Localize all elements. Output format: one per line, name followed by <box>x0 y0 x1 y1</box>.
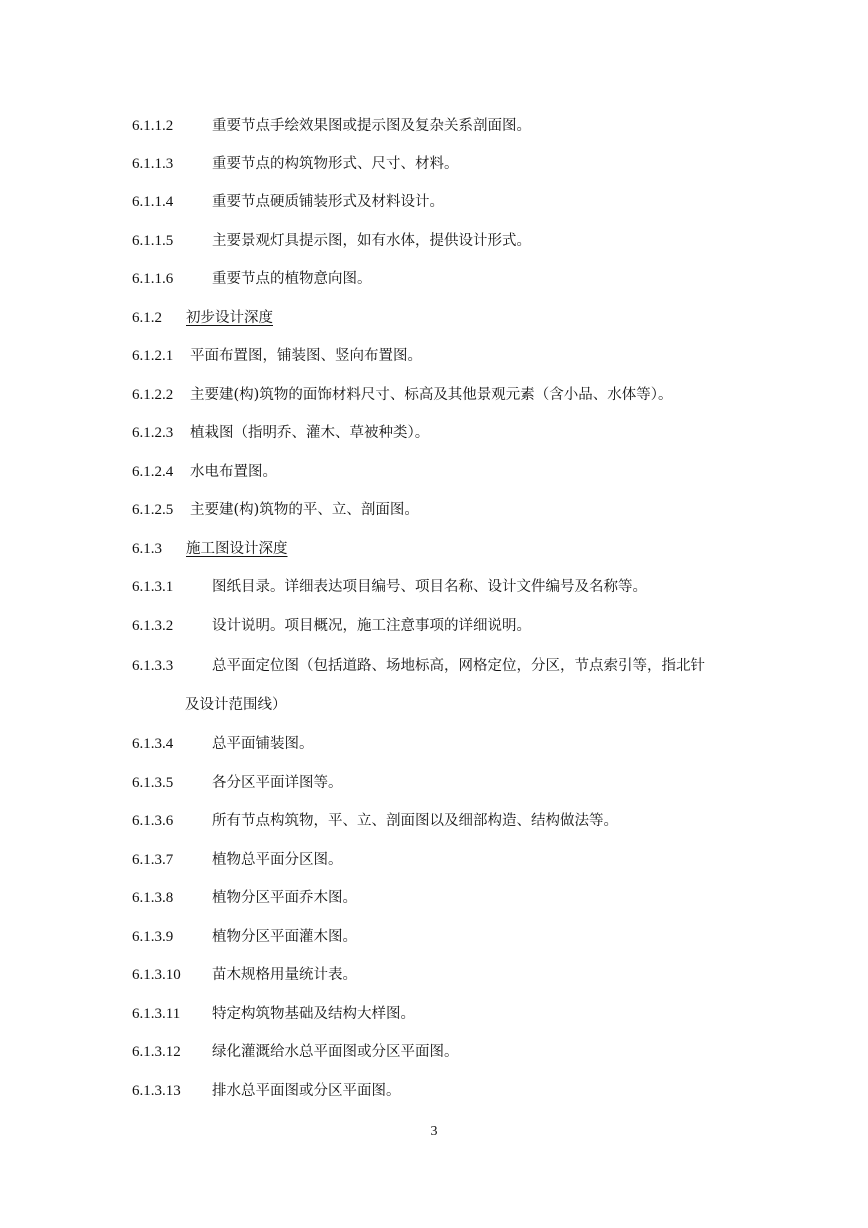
clause-text: 重要节点的构筑物形式、尺寸、材料。 <box>212 156 459 172</box>
clause-number: 6.1.3.3 <box>132 658 174 674</box>
list-item <box>132 849 343 871</box>
clause-number: 6.1.3.4 <box>132 736 174 752</box>
clause-number: 6.1.3.5 <box>132 775 174 791</box>
clause-number: 6.1.2.4 <box>132 464 174 480</box>
list-item <box>132 422 429 444</box>
clause-text: 总平面铺装图。 <box>212 736 314 752</box>
clause-number: 6.1.3.8 <box>132 890 174 906</box>
clause-number: 6.1.3.9 <box>132 929 174 945</box>
clause-number: 6.1.1.2 <box>132 118 174 134</box>
clause-text: 植栽图（指明乔、灌木、草被种类）。 <box>190 425 430 441</box>
clause-number: 6.1.3.7 <box>132 852 174 868</box>
list-item <box>132 887 357 909</box>
list-item <box>132 153 459 175</box>
clause-text: 植物总平面分区图。 <box>212 852 343 868</box>
clause-text: 植物分区平面灌木图。 <box>212 929 357 945</box>
list-item <box>132 1080 401 1102</box>
clause-number: 6.1.3.12 <box>132 1044 181 1060</box>
clause-number: 6.1.2.1 <box>132 348 174 364</box>
clause-text: 所有节点构筑物，平、立、剖面图以及细部构造、结构做法等。 <box>212 813 618 829</box>
list-item <box>132 1003 415 1025</box>
list-item <box>132 191 444 213</box>
clause-text: 平面布置图，铺装图、竖向布置图。 <box>190 348 422 364</box>
clause-text: 主要景观灯具提示图，如有水体，提供设计形式。 <box>212 233 531 249</box>
list-item <box>132 810 618 832</box>
clause-number: 6.1.1.4 <box>132 194 174 210</box>
clause-text: 设计说明。项目概况，施工注意事项的详细说明。 <box>212 618 531 634</box>
list-item <box>132 115 531 137</box>
clause-number: 6.1.2.2 <box>132 387 174 403</box>
section-number: 6.1.2 <box>132 310 162 326</box>
clause-text: 特定构筑物基础及结构大样图。 <box>212 1006 415 1022</box>
clause-number: 6.1.1.3 <box>132 156 174 172</box>
clause-number: 6.1.3.2 <box>132 618 174 634</box>
clause-number: 6.1.3.1 <box>132 579 174 595</box>
clause-text: 重要节点手绘效果图或提示图及复杂关系剖面图。 <box>212 118 531 134</box>
clause-text: 重要节点的植物意向图。 <box>212 271 372 287</box>
section-title: 初步设计深度 <box>186 310 273 326</box>
list-item <box>132 576 647 598</box>
list-item <box>132 230 531 252</box>
clause-number: 6.1.1.5 <box>132 233 174 249</box>
list-item <box>132 268 372 290</box>
clause-text: 各分区平面详图等。 <box>212 775 343 791</box>
section-title: 施工图设计深度 <box>186 541 288 557</box>
clause-number: 6.1.3.13 <box>132 1083 181 1099</box>
list-item <box>132 655 705 677</box>
list-item <box>132 384 673 406</box>
clause-text: 图纸目录。详细表达项目编号、项目名称、设计文件编号及名称等。 <box>212 579 647 595</box>
section-heading <box>132 307 273 329</box>
list-item <box>132 772 343 794</box>
clause-number: 6.1.3.11 <box>132 1006 181 1022</box>
clause-number: 6.1.2.3 <box>132 425 174 441</box>
clause-number: 6.1.1.6 <box>132 271 174 287</box>
list-item <box>132 733 314 755</box>
page-number: 3 <box>430 1124 438 1139</box>
section-number: 6.1.3 <box>132 541 162 557</box>
clause-text: 总平面定位图（包括道路、场地标高，网格定位，分区，节点索引等，指北针 <box>212 658 705 674</box>
list-item <box>132 615 531 637</box>
clause-text: 苗木规格用量统计表。 <box>212 967 357 983</box>
list-item <box>132 964 357 986</box>
section-heading <box>132 538 288 560</box>
list-item <box>132 461 277 483</box>
clause-text: 主要建(构)筑物的平、立、剖面图。 <box>190 502 419 518</box>
clause-text: 排水总平面图或分区平面图。 <box>212 1083 401 1099</box>
list-item <box>132 345 422 367</box>
clause-text: 主要建(构)筑物的面饰材料尺寸、标高及其他景观元素（含小品、水体等）。 <box>190 387 673 403</box>
clause-text: 植物分区平面乔木图。 <box>212 890 357 906</box>
clause-number: 6.1.3.6 <box>132 813 174 829</box>
list-item <box>132 499 419 521</box>
clause-text-continuation: 及设计范围线） <box>185 697 287 713</box>
clause-text: 水电布置图。 <box>190 464 277 480</box>
list-item <box>132 1041 459 1063</box>
clause-number: 6.1.3.10 <box>132 967 181 983</box>
clause-text: 重要节点硬质铺装形式及材料设计。 <box>212 194 444 210</box>
list-item <box>132 926 357 948</box>
clause-text: 绿化灌溉给水总平面图或分区平面图。 <box>212 1044 459 1060</box>
clause-number: 6.1.2.5 <box>132 502 174 518</box>
